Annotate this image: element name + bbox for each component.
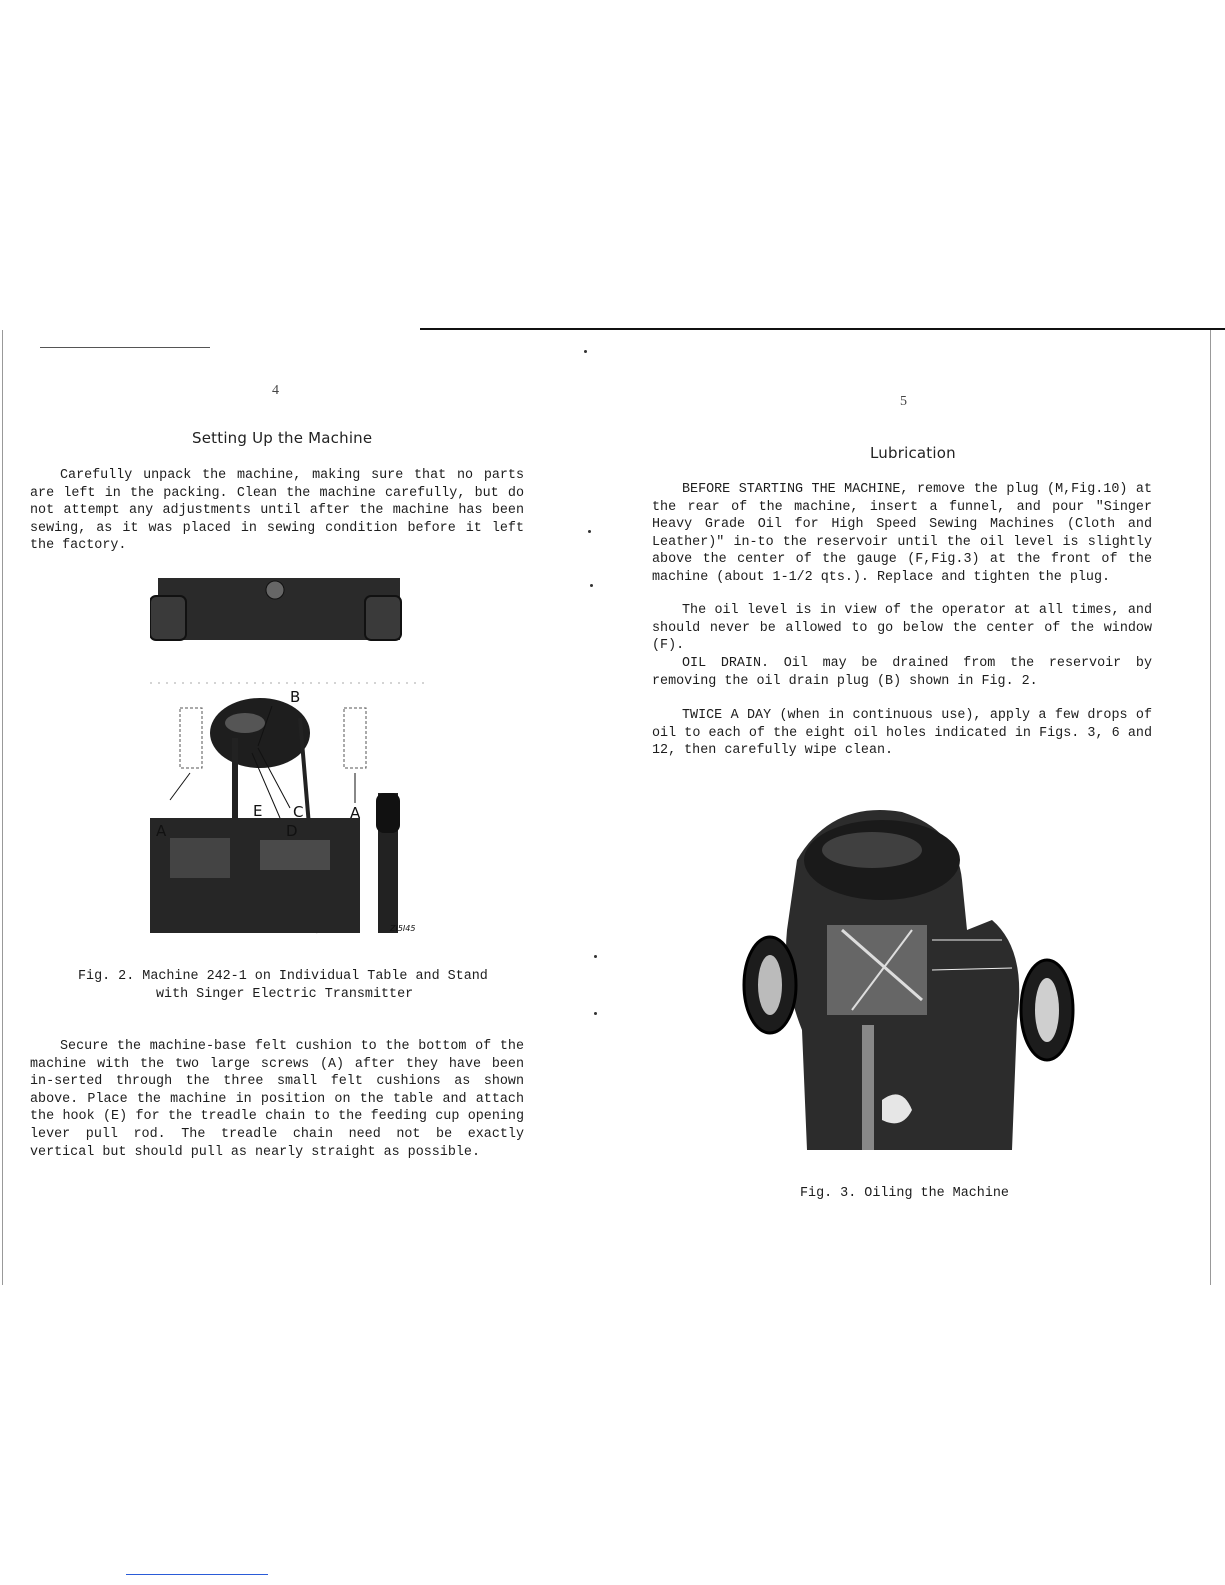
- fig3-mechanism: [827, 925, 927, 1015]
- fig2-label-c: C: [293, 803, 304, 821]
- fig2-handle-grip: [376, 793, 400, 833]
- lubrication-paragraph-4: TWICE A DAY (when in continuous use), apply a few drops of oil to each of the eight oil holes indicated in Figs. 3, 6 and 12, then carefully wipe clean.: [652, 708, 1152, 759]
- margin-mark-2: [590, 584, 593, 587]
- left-page: [0, 0, 612, 1585]
- figure-3-image: [742, 800, 1087, 1170]
- fig2-label-e: E: [253, 802, 263, 820]
- fig2-left-cushion: [180, 708, 202, 768]
- fig2-leader-a-left: [170, 773, 190, 800]
- fig2-right-cushion: [344, 708, 366, 768]
- page-number-right: 5: [900, 394, 907, 409]
- fig3-shaft: [862, 1025, 874, 1150]
- fig2-left-wheel: [150, 596, 186, 640]
- figure-2-illustration: [150, 578, 440, 938]
- setup-paragraph: Secure the machine-base felt cushion to the bottom of the machine with the two large screws (A) after they have been in-serted through the three small felt cushions as shown above. Place the machine in position on the table and attach the hook (E) for the treadle chain to the feeding cup opening lever pull rod. The treadle chain need not be exactly vertical but should pull as nearly straight as possible.: [30, 1039, 524, 1160]
- fig2-figure-id: ZI5I45: [390, 924, 416, 933]
- page-title-lubrication: Lubrication: [870, 444, 956, 462]
- fig2-caption-line2: with Singer Electric Transmitter: [156, 987, 414, 1002]
- fig2-body-block1: [170, 838, 230, 878]
- fig2-label-b: B: [290, 688, 301, 706]
- page-number-left: 4: [272, 383, 279, 398]
- fig3-right-wheel-face: [1035, 978, 1059, 1042]
- fig2-label-d: D: [286, 822, 298, 840]
- lubrication-paragraph-1: BEFORE STARTING THE MACHINE, remove the plug (M,Fig.10) at the rear of the machine, insert a funnel, and pour "Singer Heavy Grade Oil for High Speed Sewing Machines (Cloth and Leather)" in-to the reservoir until the oil level is slightly above the center of the gauge (F,Fig.3) at the front of the machine (about 1-1/2 qts.). Replace and tighten the plug.: [652, 482, 1152, 585]
- fig2-plate-hub: [225, 713, 265, 733]
- margin-mark-5: [584, 350, 587, 353]
- margin-mark-1: [588, 530, 591, 533]
- fig2-round-plate: [210, 698, 310, 768]
- page-title-setting-up: Setting Up the Machine: [192, 429, 373, 447]
- figure-3-illustration: [742, 800, 1087, 1165]
- fig2-body-block2: [260, 840, 330, 870]
- margin-mark-4: [594, 1012, 597, 1015]
- fig2-right-wheel: [365, 596, 401, 640]
- margin-mark-3: [594, 955, 597, 958]
- fig3-top-highlight: [822, 832, 922, 868]
- fig3-caption: Fig. 3. Oiling the Machine: [800, 1186, 1009, 1201]
- intro-paragraph: Carefully unpack the machine, making sure that no parts are left in the packing. Clean the machine carefully, but do not attempt any adjustments until after the machine has been sewing, as it was placed in sewing condition before it left the factory.: [30, 468, 524, 554]
- figure-2-image: [150, 578, 440, 943]
- fig2-label-a-right: A: [350, 804, 361, 822]
- fig2-label-a-left: A: [156, 822, 167, 840]
- right-page: [612, 0, 1225, 1585]
- lubrication-paragraph-3: OIL DRAIN. Oil may be drained from the reservoir by removing the oil drain plug (B) shown in Fig. 2.: [652, 656, 1152, 689]
- lubrication-paragraph-2: The oil level is in view of the operator at all times, and should never be allowed to go below the center of the window (F).: [652, 603, 1152, 654]
- fig2-top-knob: [266, 581, 284, 599]
- fig3-left-wheel-face: [758, 955, 782, 1015]
- fig2-caption-line1: Fig. 2. Machine 242-1 on Individual Table and Stand: [78, 969, 488, 984]
